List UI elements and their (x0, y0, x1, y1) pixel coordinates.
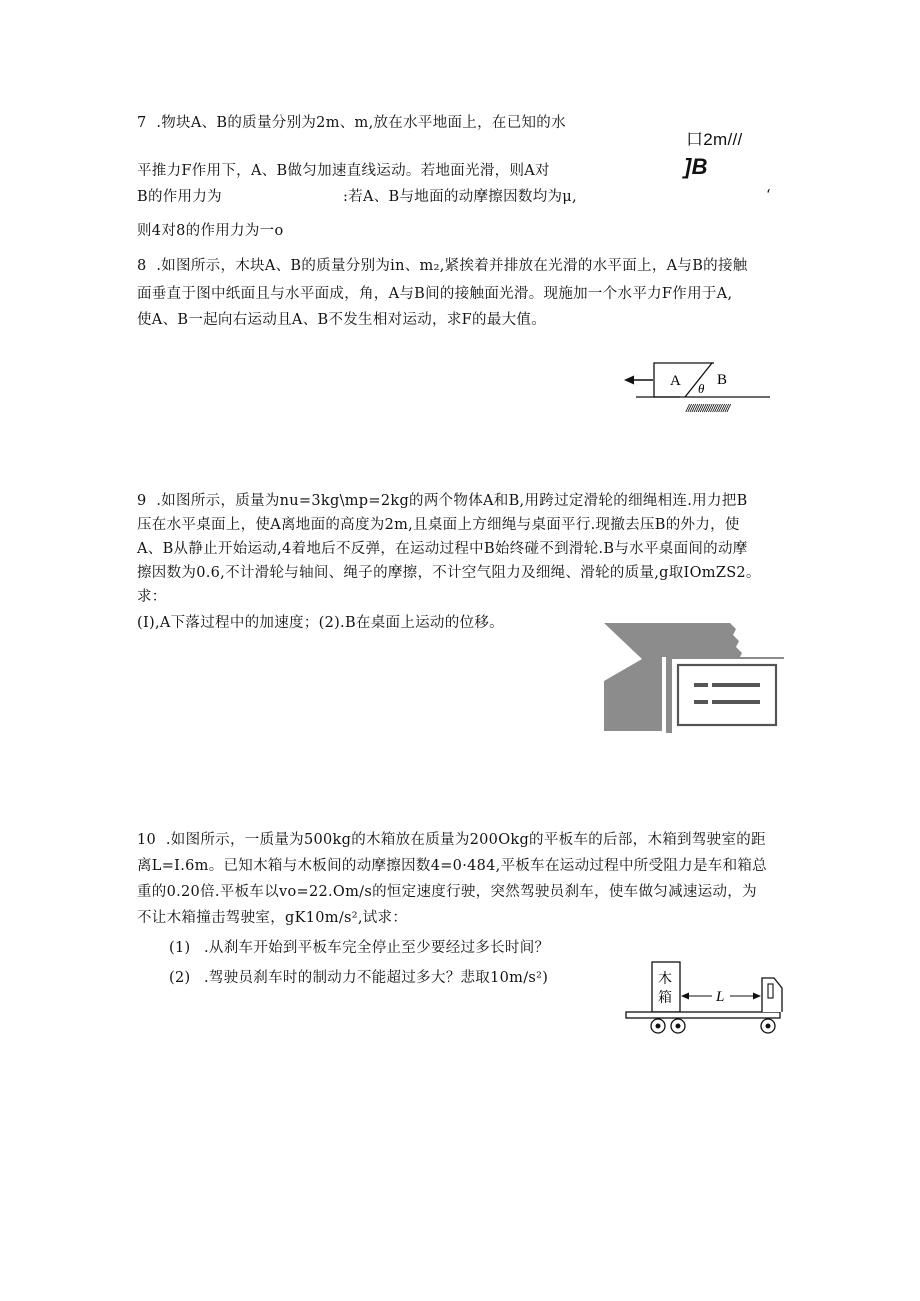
q9-stroke-2 (712, 683, 760, 687)
q7-line-1: 7 .物块A、B的质量分别为2m、m,放在水平地面上，在已知的水 (137, 115, 566, 131)
q10-sub2-number: (2) (169, 970, 191, 986)
q10-arrowhead-right (753, 993, 761, 1000)
q10-wheel-1-hub (656, 1024, 661, 1029)
q7-stray-mark: ‘ (766, 188, 771, 204)
q8-label-a: A (670, 373, 681, 389)
q9-line-1: 9 .如图所示，质量为nu=3kg\mp=2kg的两个物体A和B,用跨过定滑轮的细绳相连.用力把B (137, 493, 748, 509)
q10-line-3: 重的0.20倍.平板车以vo=22.Om∕s的恒定速度行驶，突然驾驶员刹车，使车做匀减速运动，为 (137, 884, 757, 900)
q7-line-3b: :若A、B与地面的动摩擦因数均为μ, (343, 189, 577, 205)
q10-line-2: 离L=I.6m。已知木箱与木板间的动摩擦因数4=0·484,平板车在运动过程中所受阻力是车和箱总 (137, 858, 767, 874)
q9-line-2: 压在水平桌面上，使A离地面的高度为2m,且桌面上方细绳与桌面平行.现撤去压B的外力，使 (137, 517, 740, 533)
q7-line-4: 则4对8的作用力为一o (137, 223, 284, 239)
q10-sub1-number: (1) (169, 940, 191, 956)
q7-figure-bottom-label: ]B (684, 154, 708, 179)
q9-line-6: (I),A下落过程中的加速度；(2).B在桌面上运动的位移。 (137, 615, 504, 631)
q8-label-b: B (717, 372, 728, 388)
q9-pulley-figure (602, 619, 786, 737)
q10-sub2-text: .驾驶员刹车时的制动力不能超过多大？悲取10m∕s²) (204, 970, 549, 986)
q10-line-4: 不让木箱撞击驾驶室，gK10m∕s²,试求： (137, 910, 408, 926)
q7-figure-top-label: 口2m/// (686, 130, 743, 149)
q9-line-3: A、B从静止开始运动,4着地后不反弹，在运动过程中B始终碰不到滑轮.B与水平桌面间的动摩 (137, 541, 748, 557)
q10-truck-figure (622, 956, 792, 1040)
q9-stroke-3 (694, 700, 708, 704)
q8-line-3: 使A、B一起向右运动且A、B不发生相对运动，求F的最大值。 (137, 312, 547, 328)
q8-ground-hatch: ///////////////////// (686, 403, 730, 415)
q10-sub1-text: .从刹车开始到平板车完全停止至少要经过多长时间？ (204, 940, 550, 956)
q10-flatbed (626, 1012, 780, 1018)
q9-line-5: 求： (137, 589, 167, 605)
q9-line-4: 擦因数为0.6,不计滑轮与轴间、绳子的摩擦，不计空气阻力及细绳、滑轮的质量,g取IOmZS2。 (137, 565, 761, 581)
q10-cab (762, 978, 782, 1012)
q9-panel-outer (672, 659, 784, 733)
q8-label-theta: θ (698, 381, 705, 396)
q9-stroke-1 (694, 683, 708, 687)
q8-line-2: 面垂直于图中纸面且与水平面成，角，A与B间的接触面光滑。现施加一个水平力F作用于A, (137, 286, 733, 302)
q8-force-arrowhead (624, 376, 634, 385)
q10-wheel-2-hub (676, 1024, 681, 1029)
q10-box-label-1: 木 (658, 971, 672, 987)
q10-box-label-2: 箱 (658, 990, 672, 1006)
q10-wheel-3-hub (766, 1024, 771, 1029)
q8-line-1: 8 .如图所示，木块A、B的质量分别为in、m₂,紧挨着并排放在光滑的水平面上，A与B的接触 (137, 258, 748, 274)
q10-label-l: L (716, 989, 725, 1005)
q10-arrowhead-left (681, 993, 689, 1000)
q10-line-1: 10 .如图所示，一质量为500kg的木箱放在质量为200Okg的平板车的后部，木箱到驾驶室的距 (137, 832, 766, 848)
q7-line-3a: B的作用力为 (137, 189, 222, 205)
q7-line-2: 平推力F作用下，A、B做匀加速直线运动。若地面光滑，则A对 (137, 163, 550, 179)
q9-stroke-4 (712, 700, 760, 704)
q8-block-diagram (622, 356, 782, 418)
